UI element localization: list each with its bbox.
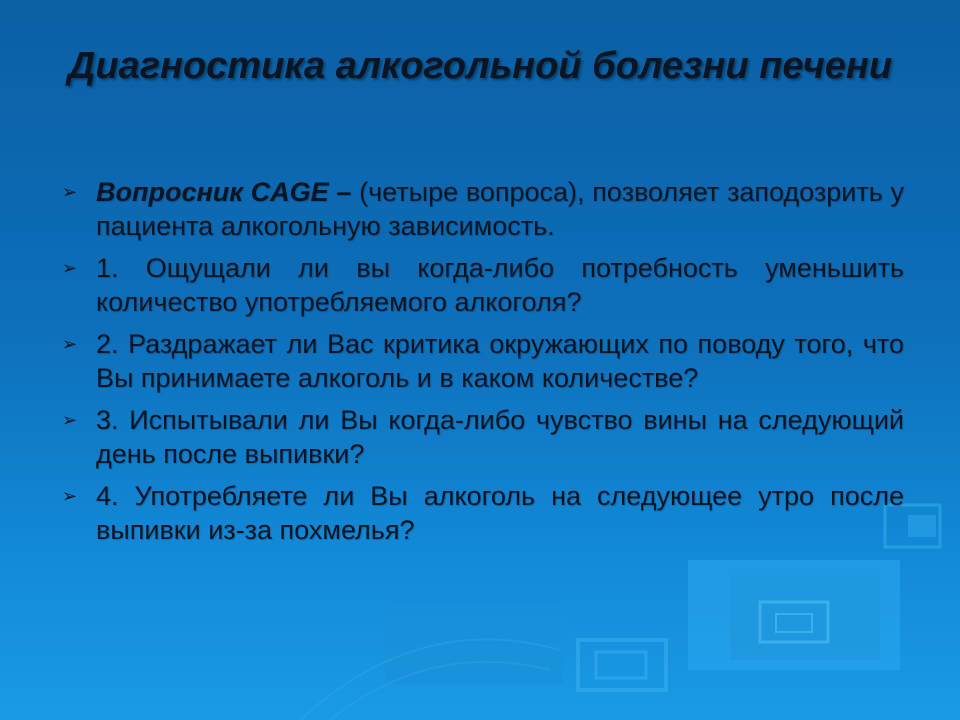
arrow-bullet-icon: ➢ — [62, 410, 78, 430]
bullet-item — [62, 175, 904, 243]
arrow-bullet-icon: ➢ — [62, 334, 78, 354]
bullet-text: 4. Употребляете ли Вы алкоголь на следующее утро после выпивки из-за похмелья? — [96, 481, 904, 545]
bullet-text: 2. Раздражает ли Вас критика окружающих по поводу того, что Вы принимаете алкоголь и в каком количестве? — [96, 329, 904, 393]
arrow-bullet-icon: ➢ — [62, 182, 78, 202]
bullet-text: (четыре вопроса), позволяет заподозрить у пациента алкогольную зависимость. — [96, 177, 905, 241]
bullet-item — [62, 479, 904, 547]
arrow-bullet-icon: ➢ — [62, 258, 78, 278]
bullet-list — [62, 175, 904, 555]
cage-label: Вопросник CAGE – — [96, 177, 352, 207]
slide-title: Диагностика алкогольной болезни печени — [67, 45, 893, 87]
arrow-bullet-icon: ➢ — [62, 486, 78, 506]
bullet-item — [62, 327, 904, 395]
bullet-text: 1. Ощущали ли вы когда-либо потребность уменьшить количество употребляемого алкоголя? — [96, 253, 904, 317]
bullet-item — [62, 251, 904, 319]
bullet-item — [62, 403, 904, 471]
bullet-text: 3. Испытывали ли Вы когда-либо чувство вины на следующий день после выпивки? — [96, 405, 904, 469]
